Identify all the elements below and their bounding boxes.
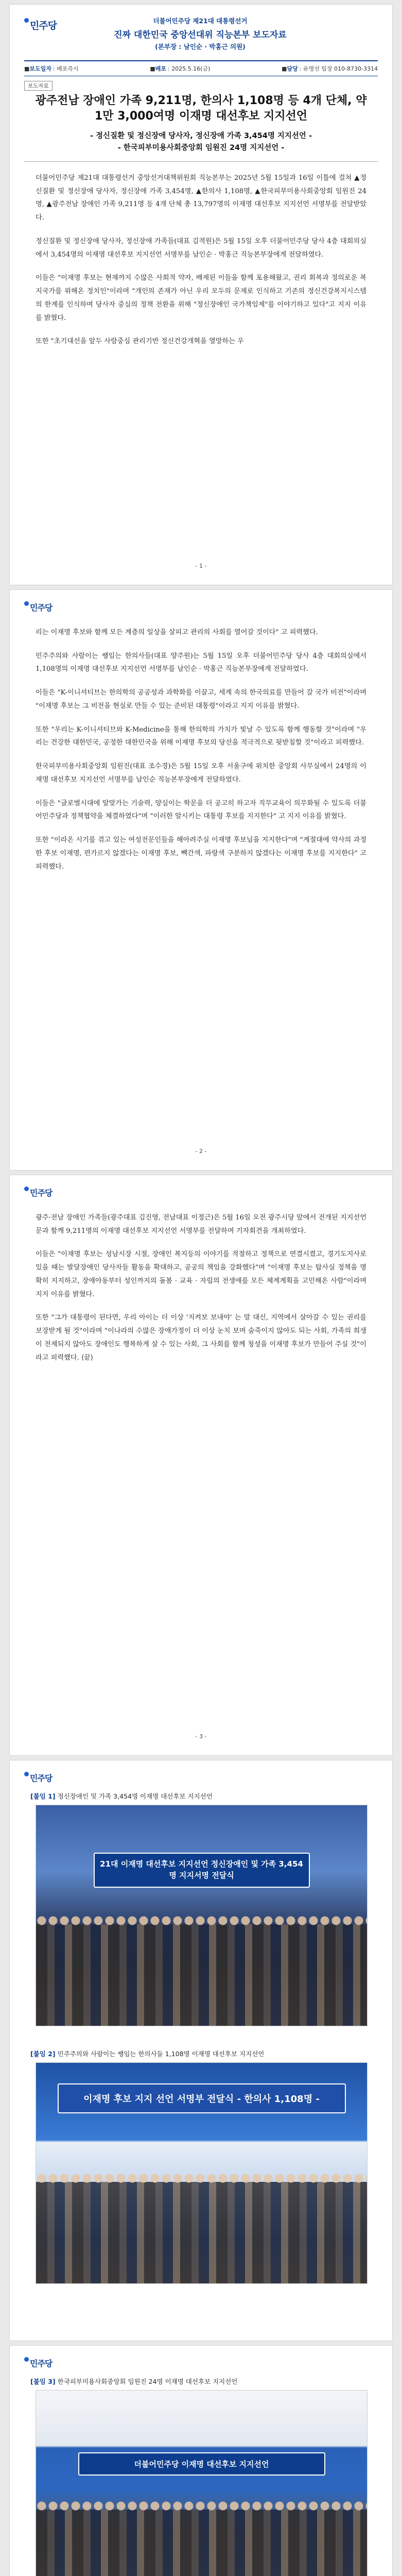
paragraph: 광주·전남 장애인 가족들(광주대표 김진영, 전남대표 이정근)은 5월 16일 오전 광주시당 앞에서 전개된 지지선언문과 함께 9,211명의 이재명 대선후보 지지선언 서명부를 전달하며 기자회견을 개최하였다. <box>36 1214 366 1235</box>
page-number: - 2 - <box>195 1148 207 1155</box>
sub-title-2: - 한국피부미용사회중앙회 임원진 24명 지지선언 - <box>117 144 285 152</box>
meta-distribution: ■배포 : 2025.5.16(금) <box>150 65 211 72</box>
photo-caption-1: [붙임 1] 정신장애인 및 가족 3,454명 이재명 대선후보 지지선언 <box>30 1792 213 1800</box>
paragraph: 민주주의와 사람이는 쌩임는 한의사들(대표 양주원)는 5월 15일 오후 더불어민주당 당사 4층 대회의실에서 1,108명의 이재명 대선후보 지지선언 서명부를 남인순 · 박홍근 직능본부장에게 전달하였다. <box>36 652 366 673</box>
sub-title-1: - 정신질환 및 정신장애 당사자, 정신장애 가족 3,454명 지지선언 - <box>90 132 312 140</box>
photo-1 <box>36 1805 368 2026</box>
paragraph: 또한 "이라온 시기를 겪고 있는 여성전문인들을 해아려주실 이재명 후보님을 지지한다"며 "계절대에 약사의 과정한 후보 이재명, 편가르지 않겠다는 이재명 후보, 빽간색, 파랑색 구분하지 않겠다는 이재명 후보를 지지한다" 고 피력했다. <box>36 836 366 871</box>
paragraph: 또한 "우리는 K-이니셔티브와 K-Medicine을 통해 한의학의 가치가 빛날 수 있도록 함께 행동할 것"이라며 "우리는 건강한 대한민국, 공정한 대한민국을 위해 이재명 후보의 당선을 적극적으로 뒷받침할 것"이라고 피력했다. <box>36 725 366 747</box>
party-logo <box>24 18 57 32</box>
paragraph: 정신질환 및 정신장애 당사자, 정신장애 가족들(대표 김적원)은 5월 15일 오후 더불어민주당 당사 4층 대회의실에서 3,454명의 이재명 대선후보 지지선언 서명부를 남인순 · 박홍근 직능본부장에게 전달하였다. <box>36 237 366 259</box>
paragraph: 이들은 "K-이니셔티브는 한의학의 공공성과 과학화를 이끌고, 세계 속의 한국의료를 만들어 갈 국가 비전"이라며 "이재명 후보는 그 비전을 현실로 만들 수 있는 준비된 대통령"이라고 지지 이유를 밝혔다. <box>36 689 366 710</box>
photo-people <box>36 2182 367 2283</box>
paragraph: 리는 이재명 후보와 함께 모든 계층의 일상을 살피고 관리의 사회를 열어갈 것이다" 고 피력했다. <box>36 629 318 636</box>
photo-caption-2: [붙임 2] 민주주의와 사람이는 쌩임는 한의사들 1,108명 이재명 대선후보 지지선언 <box>30 2050 265 2058</box>
meta-row <box>24 60 378 76</box>
body-text-page-3 <box>36 1211 366 1375</box>
page-4 <box>9 1760 393 2341</box>
page-number: - 1 - <box>195 563 207 569</box>
party-logo: 민주당 <box>24 1187 52 1198</box>
page-number: - 3 - <box>195 1733 207 1740</box>
header-subtitle: 더불어민주당 제21대 대통령선거 <box>153 17 248 25</box>
page-2 <box>9 589 393 1171</box>
paragraph: 또한 "초기대선을 앞두 사람중심 관리기반 정신건강개혁을 열망하는 우 <box>36 337 244 346</box>
photo-3 <box>36 2390 368 2576</box>
meta-contact: ■담당 : 유명선 팀장 010-8730-3314 <box>282 65 378 72</box>
header-department: (본부장 : 남인순 · 박홍근 의원) <box>155 43 246 50</box>
photo-people <box>36 2510 367 2576</box>
photo-caption-3: [붙임 3] 한국피부미용사회중앙회 임원진 24명 이재명 대선후보 지지선언 <box>30 2378 238 2385</box>
press-tag: 보도자료 <box>24 81 53 91</box>
photo-banner: 21대 이재명 대선후보 지지선언 정신장애인 및 가족 3,454명 지지서명 전달식 <box>94 1853 310 1888</box>
body-text-page-1 <box>36 172 366 359</box>
page-5 <box>9 2345 393 2576</box>
photo-people <box>36 1924 367 2026</box>
main-title: 광주전남 장애인 가족 9,211명, 한의사 1,108명 등 4개 단체, 약 1만 3,000여명 이재명 대선후보 지지선언 <box>35 94 367 123</box>
page-3 <box>9 1175 393 1756</box>
paragraph: 한국피부미용사회중앙회 임원진(대표 조수경)은 5월 15일 오후 서울구에 위치한 중앙회 사무실에서 24명의 이재명 대선후보 지지선언 서명부를 남인순 직능본부장에게 전달하였다. <box>36 762 366 784</box>
page-1 <box>9 4 393 585</box>
logo-dot-icon <box>24 2357 29 2362</box>
photo-banner: 더불어민주당 이재명 대선후보 지지선언 <box>78 2452 325 2476</box>
party-logo: 민주당 <box>24 1772 52 1784</box>
paragraph: 더불어민주당 제21대 대통령선거 중앙선거대책위원회 직능본부는 2025년 5월 15일과 16일 이틀에 걸쳐 ▲정신질환 및 정신장애 당사자, 정신장애 가족 3,454명, ▲한의사 1,108명, ▲한국피부미용사회중앙회 임원진 24명, ▲광주전남 장애인 가족 9,211명 등 4개 단체 총 13,797명의 이재명 대선후보 지지선언 서명부를 전달받았다. <box>36 174 366 222</box>
logo-dot-icon <box>24 601 29 606</box>
sub-titles <box>30 130 372 154</box>
logo-dot-icon <box>24 1187 29 1191</box>
meta-date: ■보도일자 : 배포즉시 <box>24 65 79 72</box>
logo-dot-icon <box>24 18 29 23</box>
press-header <box>66 16 334 51</box>
logo-dot-icon <box>24 1772 29 1776</box>
body-text-page-2 <box>36 626 366 884</box>
paragraph: 이들은 "글로벌시대에 알맞가는 기술력, 양심이는 학문을 더 공고히 하고자 직무교육이 의무화될 수 있도록 더불어민주당과 정책협약을 체결하였다"며 "이러한 알시키는 대통령 후보를 지지한다" 고 지지 이유를 밝혔다. <box>36 799 366 821</box>
photo-2 <box>36 2062 368 2284</box>
paragraph: 또한 "그가 대통령이 된다면, 우리 아이는 더 이상 '지켜보 보내야' 는 말 대신, 지역에서 살아갈 수 있는 권리를 보장받게 될 것"이라며 "이나라의 수많은 장애가정이 더 이상 눈치 보며 숨죽이지 않아도 되는 사회, 가족의 희생이 전제되지 않아도 장애인도 행복하게 살 수 있는 사회, 그 사회를 함께 청성을 이재명 후보가 만들어 주실 것"이라고 피력했다. ⟨끝⟩ <box>36 1314 366 1362</box>
party-logo: 민주당 <box>24 2357 52 2369</box>
logo-text: 민주당 <box>30 20 57 31</box>
paragraph: 이들은 "이재명 후보는 성남시장 시절, 장애인 복지등의 이야기를 적절하고 정책으로 연결시켰고, 경기도지사로 있을 때는 발달장애인 당사자들 활동을 확대하고, 공공의 책임을 강화했다"며 "이재명 후보는 탑사실 정책을 명확히 지지하고, 장애아동부터 성인까지의 돌봄 · 교육 · 자립의 전생애를 모든 체계계획을 고민해온 사람"이라며 지지 이유를 밝혔다. <box>36 1250 366 1298</box>
header-title: 진짜 대한민국 중앙선대위 직능본부 보도자료 <box>114 30 287 40</box>
paragraph: 이들은 "이재명 후보는 현재까지 수많은 사회적 약자, 배제된 이들을 함께 포용해왔고, 권리 회복과 정의로운 복지국가를 위해온 정치인"이라며 "개인의 존재가 아닌 우리 모두의 문제로 인식하고 기존의 정신건강복지시스템의 한계를 인식하며 당사자 중심의 정책 전환을 위해 "정신장애인 국가책임제"를 이야기하고 있다"고 지지 이유를 밝혔다. <box>36 274 366 322</box>
divider <box>24 161 378 162</box>
photo-banner: 이재명 후보 지지 선언 서명부 전달식 - 한의사 1,108명 - <box>58 2083 346 2113</box>
party-logo: 민주당 <box>24 601 52 613</box>
